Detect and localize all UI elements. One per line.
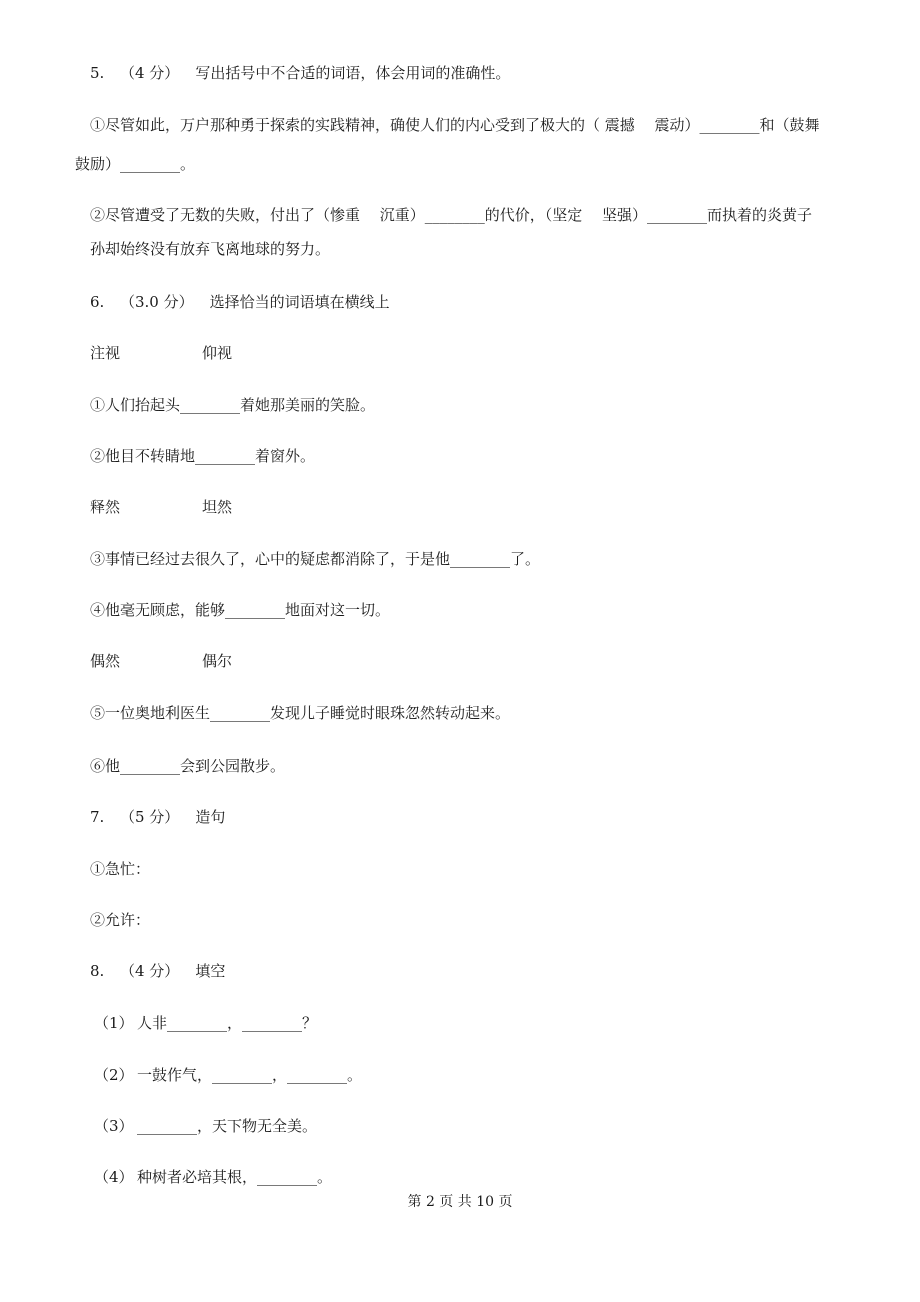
fill-sentence: ④他毫无顾虑，能够________地面对这一切。 <box>90 601 391 619</box>
fill-sentence: ⑥他________会到公园散步。 <box>90 757 286 775</box>
word-option: 仰视 <box>202 344 233 362</box>
fill-item-text: 一鼓作气，________，________。 <box>137 1066 363 1084</box>
fill-item <box>0 1167 920 1187</box>
q5-sentence-2-line-2: 孙却始终没有放弃飞离地球的努力。 <box>90 240 331 258</box>
word-choice-row <box>0 343 920 363</box>
question-7-header <box>0 807 920 827</box>
word-option: 注视 <box>90 344 121 362</box>
word-choice-row <box>0 497 920 517</box>
word-option: 偶然 <box>90 652 121 670</box>
question-points: （3.0 分） <box>120 293 194 311</box>
question-points: （5 分） <box>120 808 180 826</box>
fill-sentence: ③事情已经过去很久了，心中的疑虑都消除了，于是他________了。 <box>90 550 541 568</box>
word-option: 偶尔 <box>202 652 233 670</box>
fill-item-label: （2） <box>94 1066 134 1084</box>
question-number: 8. <box>90 962 105 980</box>
question-number: 7. <box>90 808 105 826</box>
fill-item-text: 人非________，________？ <box>137 1014 318 1032</box>
question-points: （4 分） <box>120 64 180 82</box>
question-6-header <box>0 292 920 312</box>
question-prompt: 选择恰当的词语填在横线上 <box>209 293 390 311</box>
fill-sentence: ②他目不转睛地________着窗外。 <box>90 447 316 465</box>
fill-item <box>0 1116 920 1136</box>
question-number: 6. <box>90 293 105 311</box>
fill-item-text: 种树者必培其根，________。 <box>137 1168 333 1186</box>
question-prompt: 填空 <box>195 962 226 980</box>
q5-sentence-1-line-2: 鼓励）________。 <box>75 155 196 173</box>
question-5-header <box>0 63 920 83</box>
fill-item-label: （1） <box>94 1014 134 1032</box>
q5-sentence-1-line-1: ①尽管如此，万户那种勇于探索的实践精神，确使人们的内心受到了极大的（ 震撼 震动）________和（鼓舞 <box>90 116 820 134</box>
fill-sentence: ⑤一位奥地利医生________发现儿子睡觉时眼珠忽然转动起来。 <box>90 704 511 722</box>
sentence-item: ②允许： <box>90 911 151 929</box>
word-option: 坦然 <box>202 498 233 516</box>
word-option: 释然 <box>90 498 121 516</box>
question-points: （4 分） <box>120 962 180 980</box>
fill-item <box>0 1065 920 1085</box>
fill-item-label: （4） <box>94 1168 134 1186</box>
question-prompt: 造句 <box>195 808 226 826</box>
question-8-header <box>0 961 920 981</box>
question-prompt: 写出括号中不合适的词语，体会用词的准确性。 <box>195 64 511 82</box>
q5-sentence-2-line-1: ②尽管遭受了无数的失败，付出了（惨重 沉重）________的代价，（坚定 坚强）________而执着的炎黄子 <box>90 206 813 224</box>
fill-item-text: ________，天下物无全美。 <box>137 1117 318 1135</box>
fill-item <box>0 1013 920 1033</box>
page-footer: 第 2 页 共 10 页 <box>407 1194 513 1210</box>
sentence-item: ①急忙： <box>90 860 151 878</box>
fill-item-label: （3） <box>94 1117 134 1135</box>
fill-sentence: ①人们抬起头________着她那美丽的笑脸。 <box>90 396 376 414</box>
word-choice-row <box>0 651 920 671</box>
question-number: 5. <box>90 64 105 82</box>
